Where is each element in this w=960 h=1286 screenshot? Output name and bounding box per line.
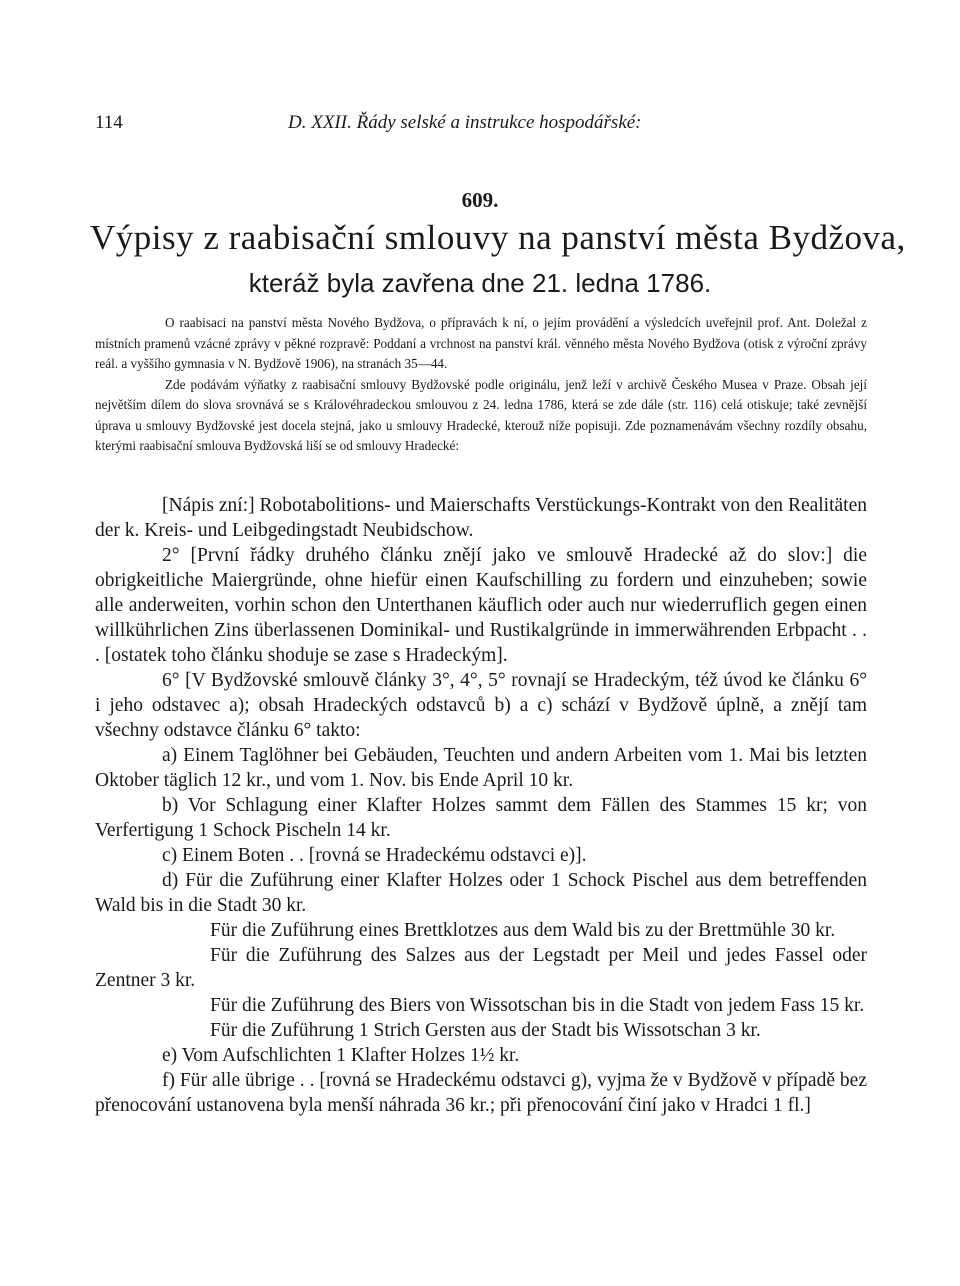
clause-b: b) Vor Schlagung einer Klafter Holzes sammt dem Fällen des Stammes 15 kr; von Verfertigung 1 Schock Pischeln 14 kr.	[95, 795, 867, 841]
page-header	[95, 112, 865, 138]
clause-d: d) Für die Zuführung einer Klafter Holzes oder 1 Schock Pischel aus dem betreffenden Wald bis in die Stadt 30 kr.	[95, 870, 867, 916]
clause-d-brettklotz: Für die Zuführung eines Brettklotzes aus dem Wald bis zu der Brettmühle 30 kr.	[210, 920, 836, 941]
clause-c: c) Einem Boten . . [rovná se Hradeckému odstavci e)].	[162, 845, 587, 866]
document-body	[95, 493, 867, 1118]
document-subtitle: kteráž byla zavřena dne 21. ledna 1786.	[248, 268, 712, 298]
clause-f: f) Für alle übrige . . [rovná se Hradeckému odstavci g), vyjma že v Bydžově v případě bez přenocování ustanovena byla menší náhrada 36 kr.; při přenocování činí jako v Hradci 1 fl.]	[95, 1070, 867, 1116]
clause-d-salz: Für die Zuführung des Salzes aus der Legstadt per Meil und jedes Fassel oder Zentner 3 kr.	[95, 945, 867, 991]
article-6-paragraph: 6° [V Bydžovské smlouvě články 3°, 4°, 5° rovnají se Hradeckým, též úvod ke článku 6° i jeho odstavec a); obsah Hradeckých odstavců b) a c) schází v Bydžově úplně, a znějí tam všechny odstavce článku 6° takto:	[95, 670, 867, 741]
document-title: Výpisy z raabisační smlouvy na panství města Bydžova,	[90, 218, 906, 257]
running-head: D. XXII. Řády selské a instrukce hospodářské:	[288, 112, 642, 133]
clause-e: e) Vom Aufschlichten 1 Klafter Holzes 1½ kr.	[162, 1045, 520, 1066]
article-2-paragraph: 2° [První řádky druhého článku znějí jako ve smlouvě Hradecké až do slov:] die obrigkeitliche Maiergründe, ohne hiefür einen Kaufschilling zu fordern und einzuheben; sowie alle anderweiten, vorhin schon den Unterthanen käuflich oder auch nur wiederruflich gegen einen willkührlichen Zins überlassenen Dominikal- und Rustikalgründe in immerwährenden Erbpacht . . . [ostatek toho článku shoduje se zase s Hradeckým].	[95, 545, 867, 666]
clause-d-gersten: Für die Zuführung 1 Strich Gersten aus der Stadt bis Wissotschan 3 kr.	[210, 1020, 761, 1041]
editorial-notes	[95, 313, 867, 457]
note-paragraph-1: O raabisaci na panství města Nového Bydžova, o přípravách k ní, o jejím provádění a výsledcích uveřejnil prof. Ant. Doležal z místních pramenů vzácné zprávy v pěkné rozpravě: Poddaní a vrchnost na panství král. věnného města Nového Bydžova (otisk z výroční zprávy reál. a vyššího gymnasia v N. Bydžově 1906), na stranách 35—44.	[95, 315, 867, 371]
note-paragraph-2: Zde podávám výňatky z raabisační smlouvy Bydžovské podle originálu, jenž leží v archivě Českého Musea v Praze. Obsah její největším dílem do slova srovnává se s Královéhradeckou smlouvou z 24. ledna 1786, která se zde dále (str. 116) celá otiskuje; také zevnější úprava u smlouvy Bydžovské jest docela stejná, jako u smlouvy Hradecké, kterouž níže popisuji. Zde poznamenávám všechny rozdíly obsahu, kterými raabisační smlouva Bydžovská liší se od smlouvy Hradecké:	[95, 376, 867, 453]
document-number: 609.	[461, 188, 499, 212]
clause-a: a) Einem Taglöhner bei Gebäuden, Teuchten und andern Arbeiten vom 1. Mai bis letzten Oktober täglich 12 kr., und vom 1. Nov. bis Ende April 10 kr.	[95, 745, 867, 791]
clause-d-bier: Für die Zuführung des Biers von Wissotschan bis in die Stadt von jedem Fass 15 kr.	[210, 995, 865, 1016]
page-number: 114	[95, 112, 123, 133]
inscription-paragraph: [Nápis zní:] Robotabolitions- und Maierschafts Verstückungs-Kontrakt von den Realitäten der k. Kreis- und Leibgedingstadt Neubidschow.	[95, 495, 867, 541]
